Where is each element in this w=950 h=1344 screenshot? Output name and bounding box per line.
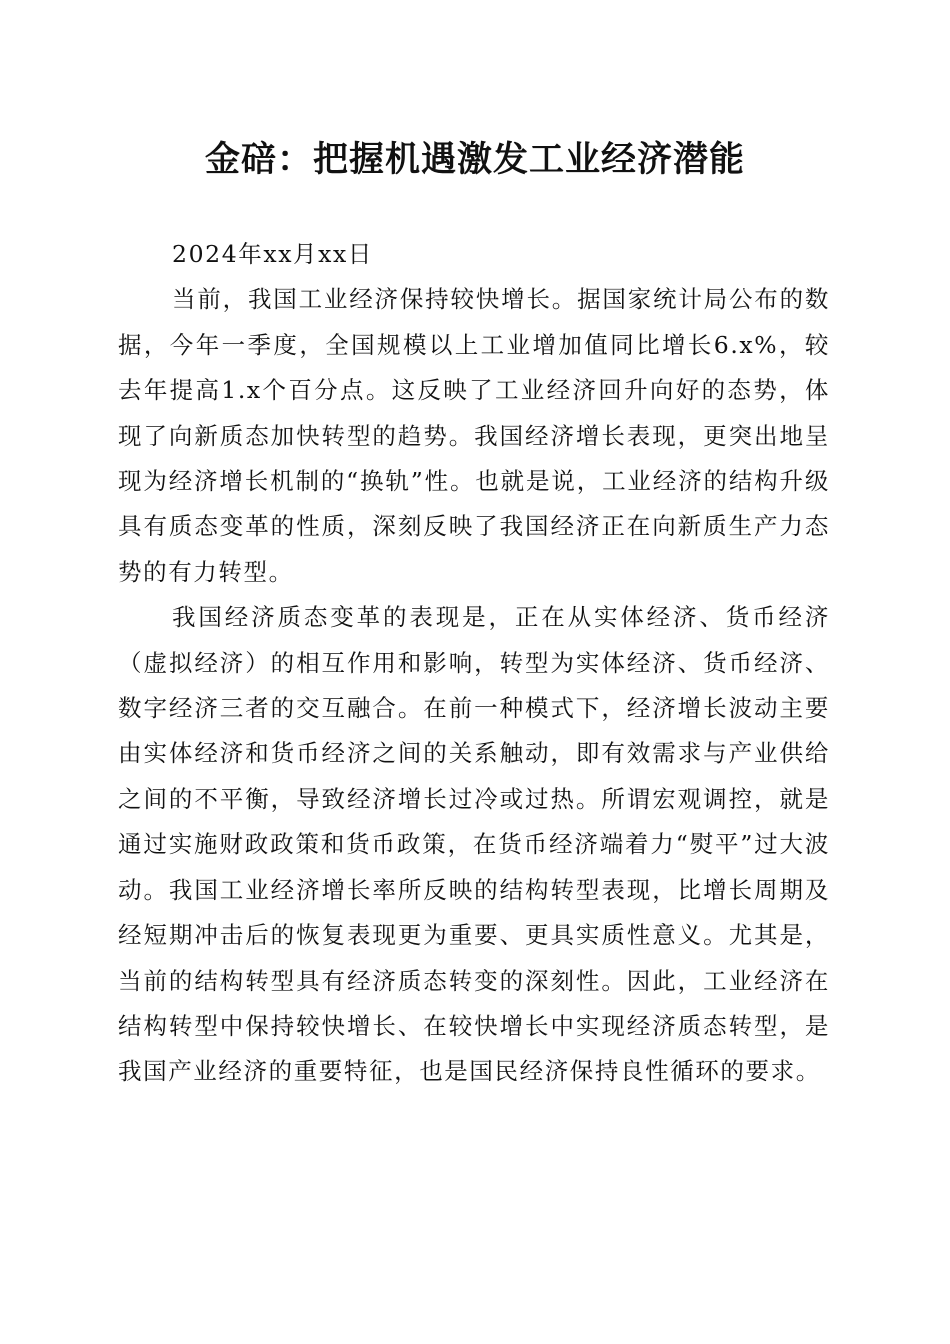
document-body xyxy=(118,232,830,1095)
paragraph-2: 我国经济质态变革的表现是，正在从实体经济、货币经济（虚拟经济）的相互作用和影响，转型为实体经济、货币经济、数字经济三者的交互融合。在前一种模式下，经济增长波动主要由实体经济和货币经济之间的关系触动，即有效需求与产业供给之间的不平衡，导致经济增长过冷或过热。所谓宏观调控，就是通过实施财政政策和货币政策，在货币经济端着力“熨平”过大波动。我国工业经济增长率所反映的结构转型表现，比增长周期及经短期冲击后的恢复表现更为重要、更具实质性意义。尤其是，当前的结构转型具有经济质态转变的深刻性。因此，工业经济在结构转型中保持较快增长、在较快增长中实现经济质态转型，是我国产业经济的重要特征，也是国民经济保持良性循环的要求。 xyxy=(118,603,830,1086)
paragraph-1: 当前，我国工业经济保持较快增长。据国家统计局公布的数据，今年一季度，全国规模以上工业增加值同比增长6.x%，较去年提高1.x个百分点。这反映了工业经济回升向好的态势，体现了向新质态加快转型的趋势。我国经济增长表现，更突出地呈现为经济增长机制的“换轨”性。也就是说，工业经济的结构升级具有质态变革的性质，深刻反映了我国经济正在向新质生产力态势的有力转型。 xyxy=(118,285,830,586)
document-date: 2024年xx月xx日 xyxy=(172,240,373,268)
document-title: 金碚：把握机遇激发工业经济潜能 xyxy=(204,139,745,180)
